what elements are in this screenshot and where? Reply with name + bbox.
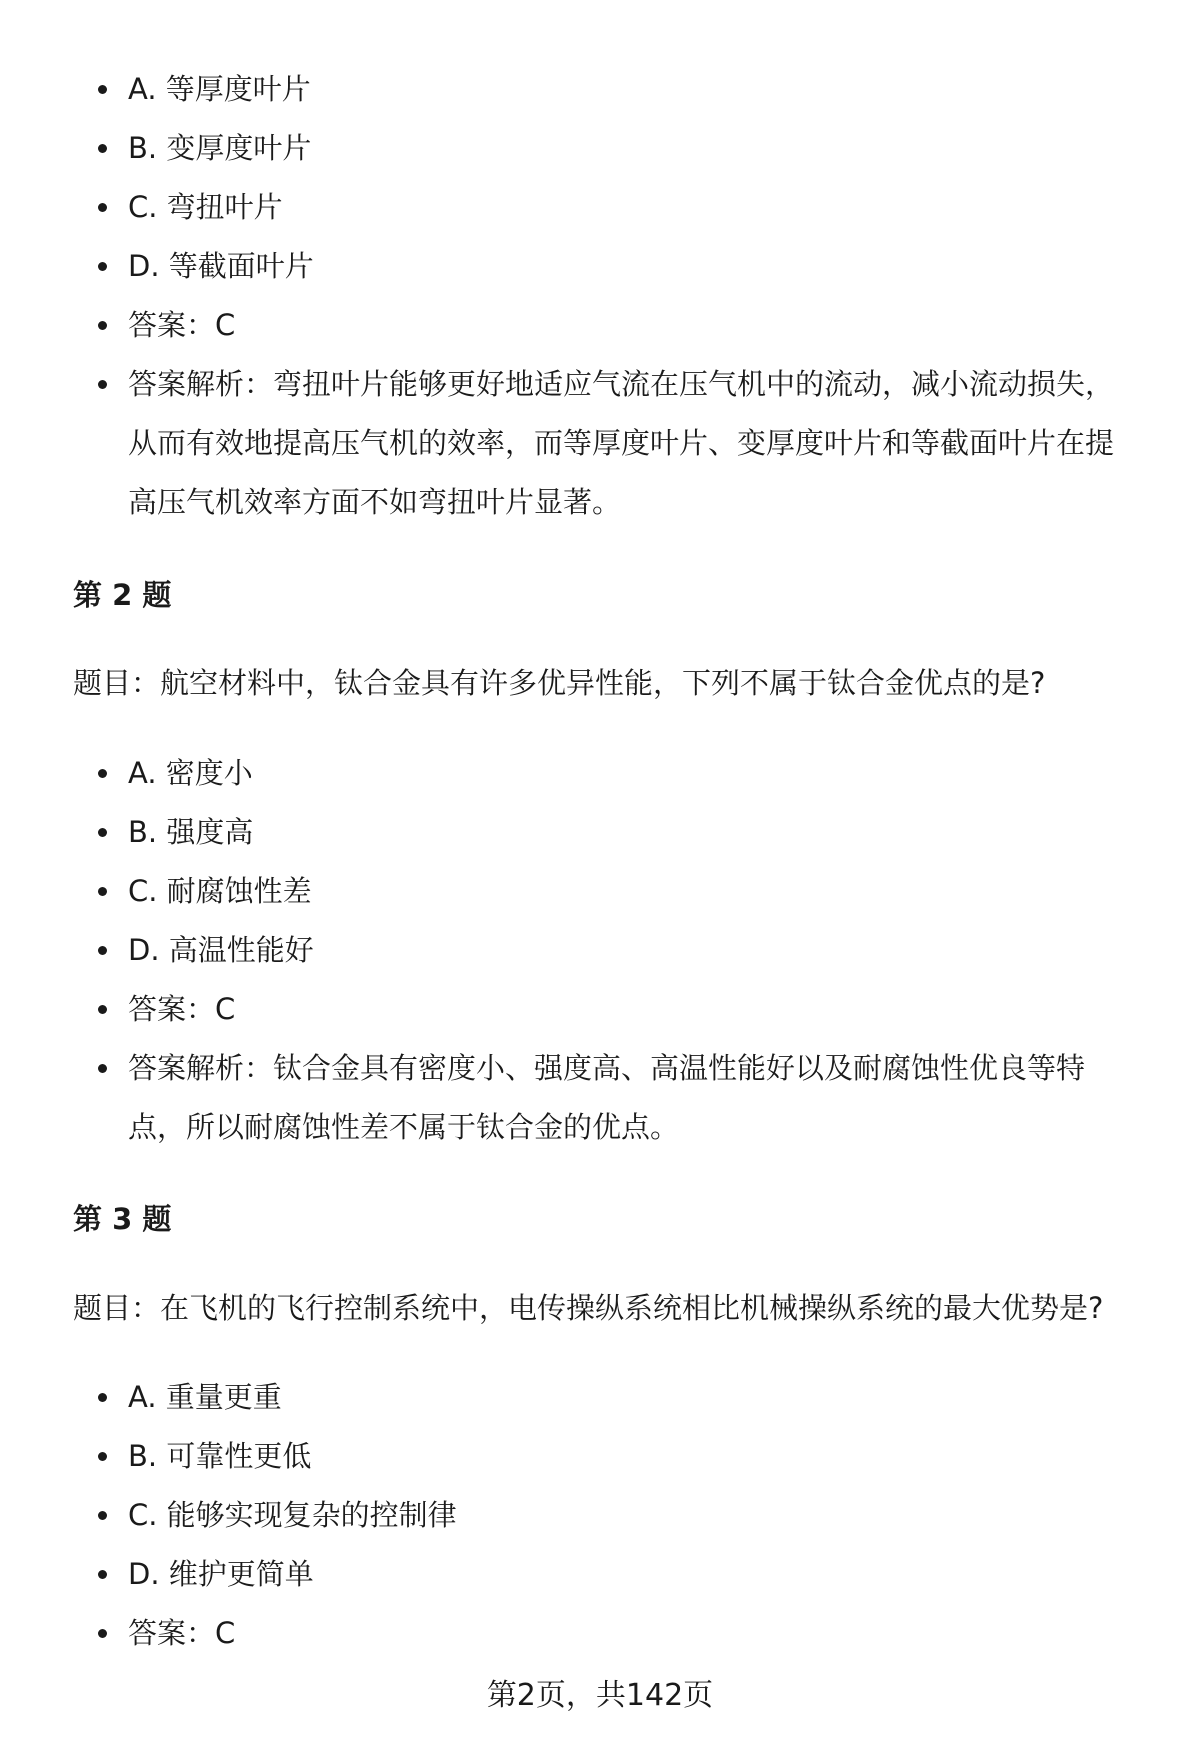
q3-option-c: C. 能够实现复杂的控制律 xyxy=(0,1486,1200,1545)
q3-stem: 题目：在飞机的飞行控制系统中，电传操纵系统相比机械操纵系统的最大优势是? xyxy=(73,1291,1104,1325)
q1-option-list xyxy=(0,60,1200,532)
q3-option-list xyxy=(0,1368,1200,1663)
q2-option-a: A. 密度小 xyxy=(0,744,1200,803)
q1-answer: 答案：C xyxy=(0,296,1200,355)
q1-option-d: D. 等截面叶片 xyxy=(0,237,1200,296)
q1-option-a: A. 等厚度叶片 xyxy=(0,60,1200,119)
q2-answer: 答案：C xyxy=(0,980,1200,1039)
q2-explanation: 答案解析：钛合金具有密度小、强度高、高温性能好以及耐腐蚀性优良等特点，所以耐腐蚀性差不属于钛合金的优点。 xyxy=(0,1039,1200,1157)
q3-option-d: D. 维护更简单 xyxy=(0,1545,1200,1604)
q2-option-c: C. 耐腐蚀性差 xyxy=(0,862,1200,921)
q1-option-c: C. 弯扭叶片 xyxy=(0,178,1200,237)
q2-option-b: B. 强度高 xyxy=(0,803,1200,862)
q2-option-list xyxy=(0,744,1200,1157)
q2-option-d: D. 高温性能好 xyxy=(0,921,1200,980)
q3-option-b: B. 可靠性更低 xyxy=(0,1427,1200,1486)
q3-heading: 第 3 题 xyxy=(73,1202,172,1236)
q3-option-a: A. 重量更重 xyxy=(0,1368,1200,1427)
q2-heading: 第 2 题 xyxy=(73,578,172,612)
q2-stem: 题目：航空材料中，钛合金具有许多优异性能，下列不属于钛合金优点的是? xyxy=(73,666,1046,700)
q1-explanation: 答案解析：弯扭叶片能够更好地适应气流在压气机中的流动，减小流动损失，从而有效地提高压气机的效率，而等厚度叶片、变厚度叶片和等截面叶片在提高压气机效率方面不如弯扭叶片显著。 xyxy=(0,355,1200,532)
q1-option-b: B. 变厚度叶片 xyxy=(0,119,1200,178)
q3-answer: 答案：C xyxy=(0,1604,1200,1663)
page-number-footer: 第2页，共142页 xyxy=(486,1678,714,1713)
